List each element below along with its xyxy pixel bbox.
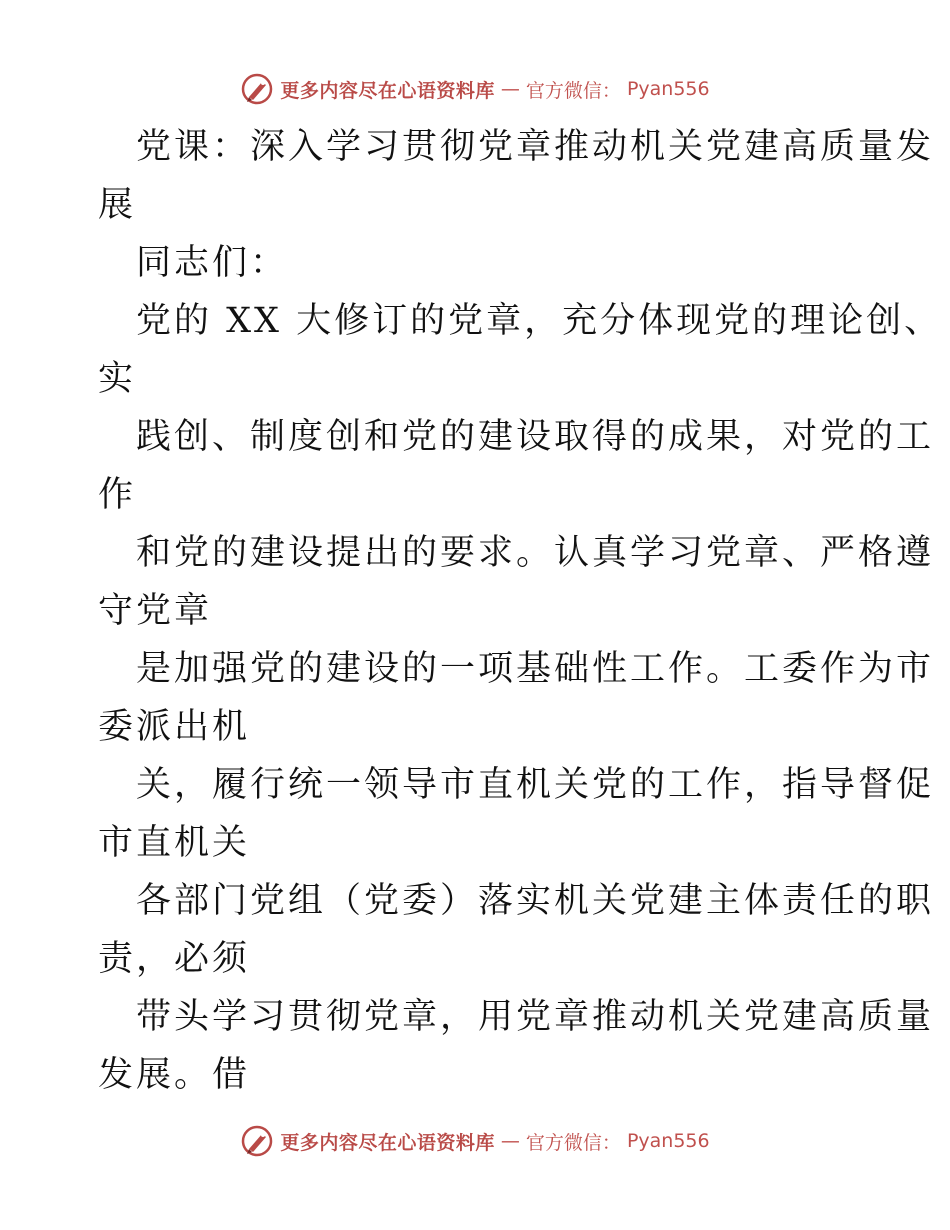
paragraph-line: 党的 XX 大修订的党章，充分体现党的理论创、 — [136, 301, 943, 341]
watermark-label: 官方微信： — [525, 1131, 621, 1154]
watermark-brand: 更多内容尽在心语资料库 — [280, 79, 495, 102]
paragraph-line-wrap: 作 — [98, 475, 137, 515]
watermark-brand: 更多内容尽在心语资料库 — [280, 1131, 495, 1154]
paragraph-line-wrap: 发展。借 — [98, 1055, 251, 1095]
paragraph-line: 各部门党组（党委）落实机关党建主体责任的职 — [136, 881, 935, 921]
pen-circle-icon — [240, 1124, 274, 1158]
paragraph-line-wrap: 市直机关 — [98, 823, 251, 863]
paragraph-line-wrap: 责，必须 — [98, 939, 251, 979]
paragraph-line-wrap: 实 — [98, 359, 137, 399]
paragraph-line: 关，履行统一领导市直机关党的工作，指导督促 — [136, 765, 935, 805]
salutation: 同志们： — [136, 243, 289, 283]
title-line-continued: 展 — [98, 185, 137, 225]
paragraph-line: 践创、制度创和党的建设取得的成果，对党的工 — [136, 417, 935, 457]
header-watermark — [0, 72, 950, 106]
pen-circle-icon — [240, 72, 274, 106]
document-body — [98, 118, 943, 1104]
title-line: 党课：深入学习贯彻党章推动机关党建高质量发 — [136, 127, 935, 167]
paragraph-line: 是加强党的建设的一项基础性工作。工委作为市 — [136, 649, 935, 689]
watermark-handle: Pyan556 — [626, 1130, 710, 1152]
watermark-label: 官方微信： — [525, 79, 621, 102]
footer-watermark — [0, 1124, 950, 1158]
paragraph-line: 带头学习贯彻党章，用党章推动机关党建高质量 — [136, 997, 935, 1037]
paragraph-line-wrap: 守党章 — [98, 591, 213, 631]
watermark-dash: — — [500, 1130, 520, 1152]
paragraph-line: 和党的建设提出的要求。认真学习党章、严格遵 — [136, 533, 935, 573]
paragraph-line-wrap: 委派出机 — [98, 707, 251, 747]
watermark-dash: — — [500, 78, 520, 100]
watermark-handle: Pyan556 — [626, 78, 710, 100]
